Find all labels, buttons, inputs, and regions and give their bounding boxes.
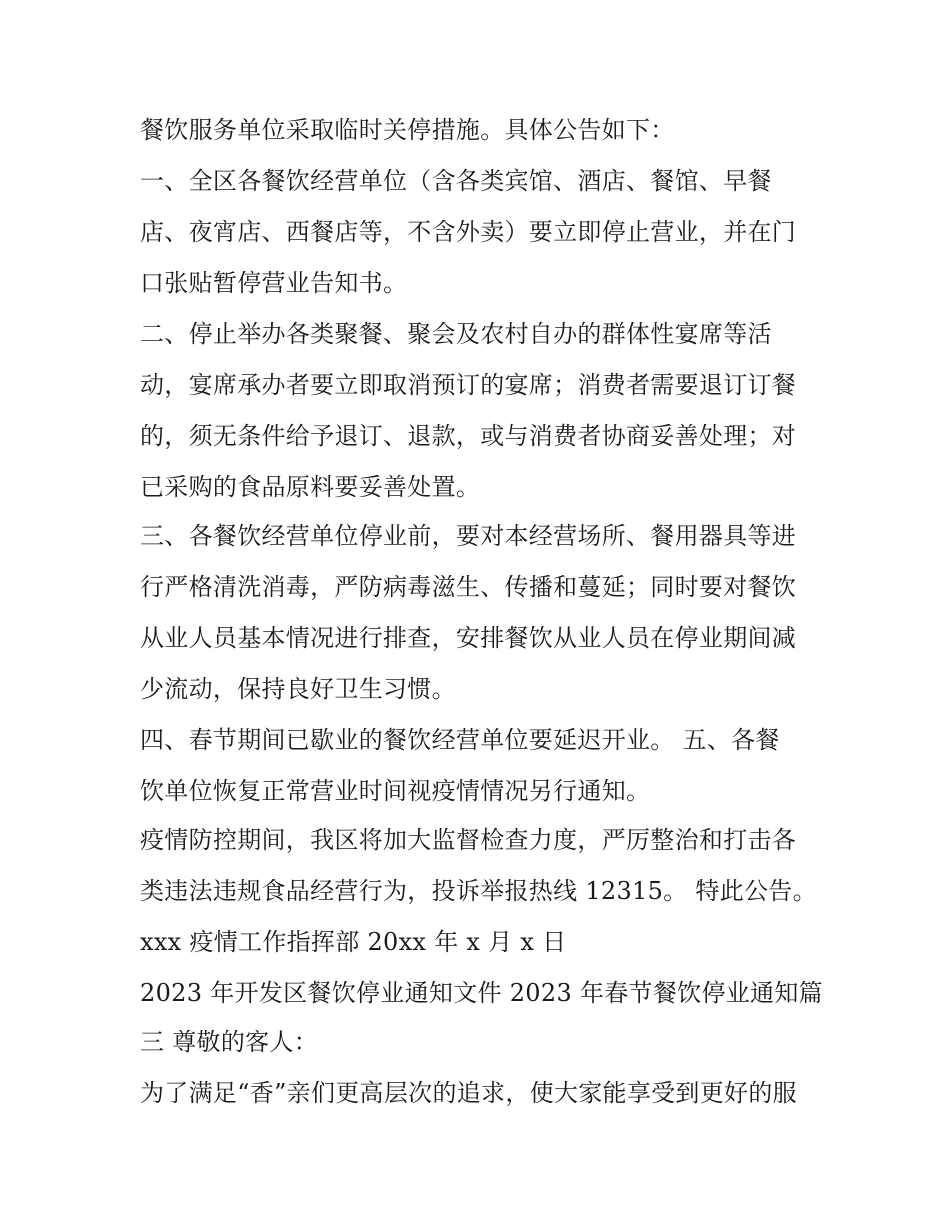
- text-line: 已采购的食品原料要妥善处置。: [140, 473, 481, 501]
- text-line: 动，宴席承办者要立即取消预订的宴席；消费者需要退订订餐: [140, 371, 797, 399]
- text-line: 饮单位恢复正常营业时间视疫情情况另行通知。: [140, 777, 651, 805]
- text-line: 的，须无条件给予退订、退款，或与消费者协商妥善处理；对: [140, 422, 797, 450]
- text-line: 餐饮服务单位采取临时关停措施。具体公告如下：: [140, 116, 675, 144]
- text-line: 为了满足“香”亲们更高层次的追求，使大家能享受到更好的服: [140, 1079, 797, 1107]
- text-line: 2023 年开发区餐饮停业通知文件 2023 年春节餐饮停业通知篇: [140, 979, 823, 1007]
- text-line: 一、全区各餐饮经营单位（含各类宾馆、酒店、餐馆、早餐: [140, 167, 772, 195]
- text-line: 口张贴暂停营业告知书。: [140, 269, 408, 297]
- text-line: xxx 疫情工作指挥部 20xx 年 x 月 x 日: [140, 928, 567, 956]
- text-line: 店、夜宵店、西餐店等，不含外卖）要立即停止营业，并在门: [140, 218, 797, 246]
- text-line: 行严格清洗消毒，严防病毒滋生、传播和蔓延；同时要对餐饮: [140, 573, 797, 601]
- text-line: 四、春节期间已歇业的餐饮经营单位要延迟开业。 五、各餐: [140, 726, 780, 754]
- text-line: 从业人员基本情况进行排查，安排餐饮从业人员在停业期间减: [140, 624, 797, 652]
- text-line: 三 尊敬的客人：: [140, 1028, 319, 1056]
- text-line: 二、停止举办各类聚餐、聚会及农村自办的群体性宴席等活: [140, 320, 772, 348]
- text-line: 类违法违规食品经营行为，投诉举报热线 12315。 特此公告。: [140, 877, 817, 905]
- text-line: 少流动，保持良好卫生习惯。: [140, 675, 456, 703]
- text-line: 三、各餐饮经营单位停业前，要对本经营场所、餐用器具等进: [140, 522, 797, 550]
- text-line: 疫情防控期间，我区将加大监督检查力度，严厉整治和打击各: [140, 826, 797, 854]
